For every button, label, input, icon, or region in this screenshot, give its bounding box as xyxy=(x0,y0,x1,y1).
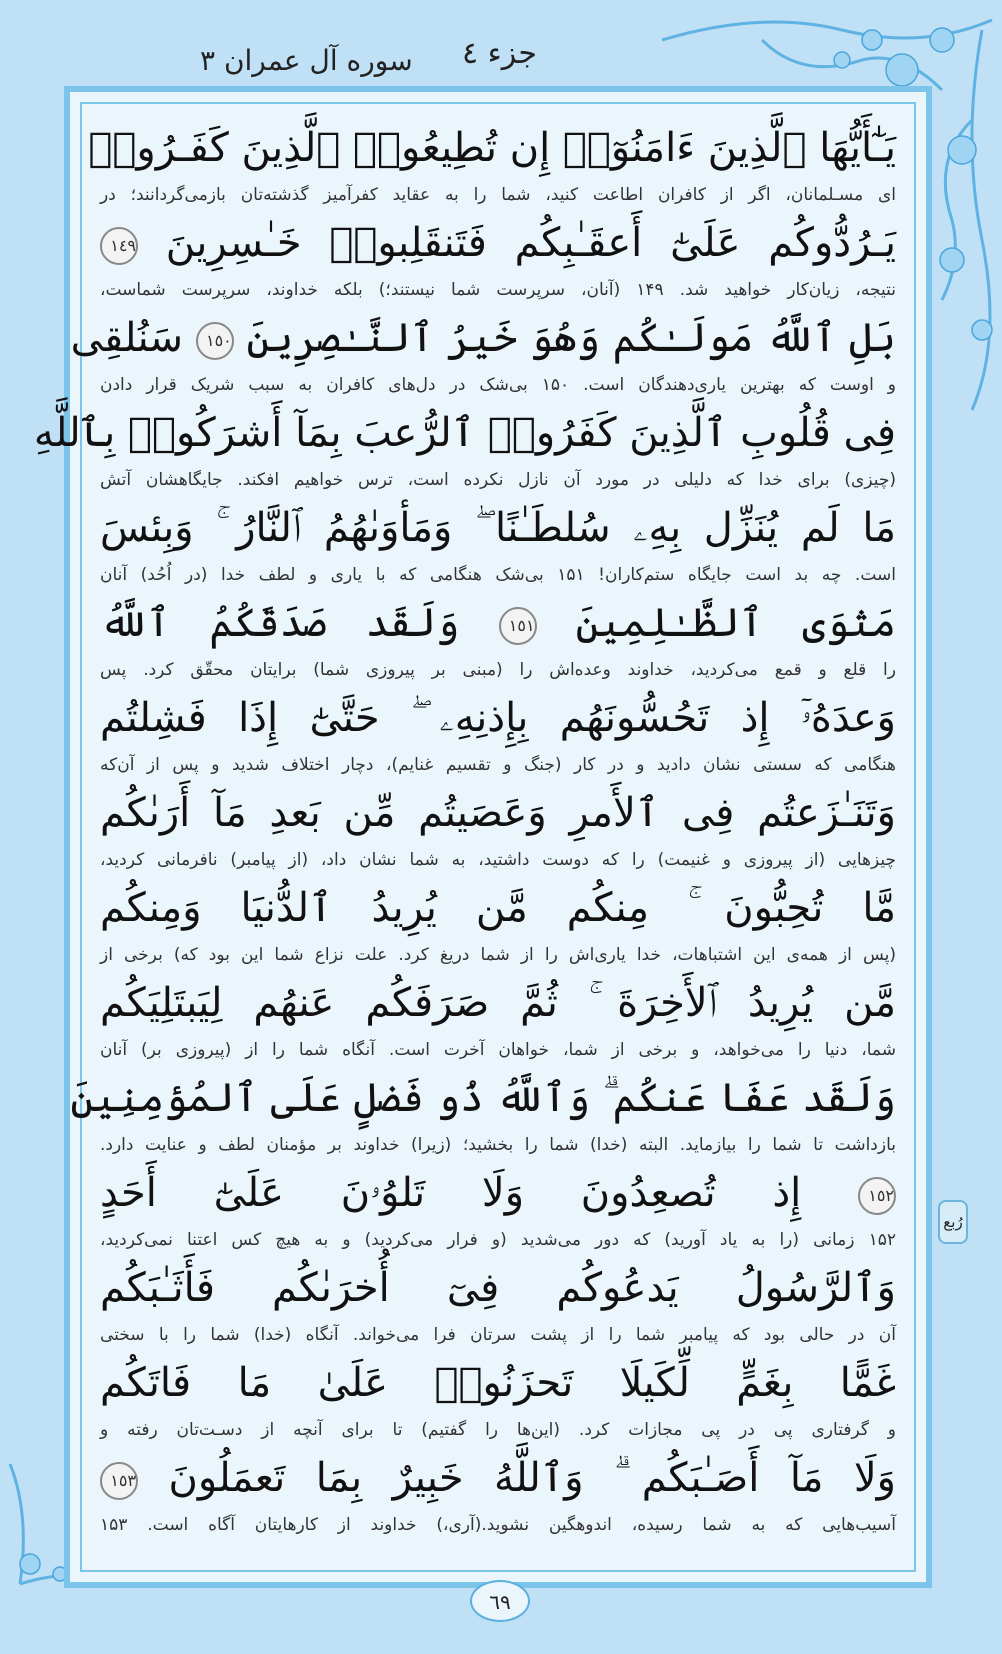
arabic-text: وَعدَهُۥٓ إِذ تَحُسُّونَهُم بِإِذنِهِۦ ۖ حَتَّىٰٓ إِذَا فَشِلتُم xyxy=(100,695,896,741)
arabic-text: وَتَنَـٰزَعتُم فِى ٱلأَمرِ وَعَصَيتُم مِّن بَعدِ مَآ أَرَىٰكُم xyxy=(100,790,896,836)
arabic-verse-line xyxy=(100,878,896,938)
page-number-badge xyxy=(452,1574,548,1634)
arabic-verse-line xyxy=(88,118,896,178)
translation-line: چیزهایی (از پیروزی و غنیمت) را که دوست داشتید، به شما نشان داد، (از پیامبر) نافرمانی کردید، xyxy=(100,850,896,870)
arabic-verse-line xyxy=(100,213,896,273)
arabic-text: غَمًّا بِغَمٍّ لِّكَيلَا تَحزَنُوا۟ عَلَىٰ مَا فَاتَكُم xyxy=(100,1360,896,1406)
arabic-text: يَـرُدُّوكُم عَلَىٰٓ أَعقَـٰبِكُم فَتَنقَلِبوا۟ خَـٰسِرِينَ xyxy=(165,220,897,266)
arabic-verse-line xyxy=(100,688,896,748)
ayah-number-marker: ١٥١ xyxy=(499,607,537,645)
translation-line: (چیزی) برای خدا که دلیلی در مورد آن نازل نکرده است، ترس خواهیم افکند. جایگاهشان آتش xyxy=(100,470,896,490)
translation-line: و گرفتاری پی در پی مجازات کرد. (این‌ها را گفتیم) تا برای آنچه از دسـت‌تان رفته و xyxy=(100,1420,896,1440)
translation-line: است. چه بد است جایگاه ستم‌کاران! ۱۵۱ بی‌شک هنگامی که با یاری و لطف خدا (در اُحُد) آنان xyxy=(100,565,896,585)
translation-line: هنگامی که سستی نشان دادید و در کار (جنگ و تقسیم غنایم)، دچار اختلاف شدید و پس از آن‌که xyxy=(100,755,896,775)
translation-line: بازداشت تا شما را بیازماید. البته (خدا) شما را بخشید؛ (زیرا) خداوند بر مؤمنان لطف و عنایت دارد. xyxy=(100,1135,896,1155)
verse-content xyxy=(33,118,897,1568)
arabic-text: إِذ تُصعِدُونَ وَلَا تَلوُۥنَ عَلَىٰٓ أَحَدٍ xyxy=(100,1170,802,1216)
arabic-text: يَـٰٓأَيُّهَا ٱلَّذِينَ ءَامَنُوٓا۟ إِن تُطِيعُوا۟ ٱلَّذِينَ كَفَـرُوا۟ xyxy=(88,125,896,171)
ayah-number-marker: ١٥٠ xyxy=(196,322,234,360)
ayah-number-marker: ١٤٩ xyxy=(100,227,138,265)
translation-line: شما، دنیا را می‌خواهد، و برخی از شما، خواهان آخرت است. آنگاه شما را از (پیروزی بر) آنان xyxy=(100,1040,896,1060)
arabic-text: وَٱلرَّسُولُ يَدعُوكُم فِىٓ أُخرَىٰكُم فَأَثَـٰبَكُم xyxy=(100,1265,896,1311)
juz-label: جزء ٤ xyxy=(462,36,537,71)
arabic-verse-line xyxy=(100,1448,896,1508)
arabic-verse-line xyxy=(100,1163,896,1223)
arabic-text-continuation: وَلَقَد صَدَقَكُمُ ٱللَّهُ xyxy=(100,600,460,646)
arabic-verse-line xyxy=(100,1353,896,1413)
arabic-verse-line xyxy=(100,1258,896,1318)
arabic-verse-line xyxy=(100,593,896,653)
ayah-number-marker: ١٥٢ xyxy=(858,1177,896,1215)
translation-line: آسیب‌هایی که به شما رسیده، اندوهگین نشوید.(آری،) خداوند از کارهایتان آگاه است. ۱۵۳ xyxy=(100,1515,896,1535)
arabic-text: وَلَا مَآ أَصَـٰبَكُم ۗ وَٱللَّهُ خَبِيرٌ بِمَا تَعمَلُونَ xyxy=(168,1455,896,1501)
arabic-text: فِى قُلُوبِ ٱلَّذِينَ كَفَرُوا۟ ٱلرُّعبَ بِمَآ أَشرَكُوا۟ بِٱللَّهِ xyxy=(33,410,896,456)
translation-line: و اوست که بهترین یاری‌دهندگان است. ۱۵۰ بی‌شک در دل‌های کافران به سبب شریک قرار دادن xyxy=(100,375,897,395)
ayah-number-marker: ١٥٣ xyxy=(100,1462,138,1500)
translation-line: نتیجه، زیان‌کار خواهید شد. ۱۴۹ (آنان، سرپرست شما نیستند؛) بلکه خداوند، سرپرست شماست، xyxy=(100,280,896,300)
translation-line: ای مسـلمانان، اگر از کافران اطاعت کنید، شما را به عقاید کفرآمیز گذشته‌تان بازمی‌گردانند؛ در xyxy=(100,185,896,205)
translation-line: آن در حالی بود که پیامبر شما را از پشت سرتان فرا می‌خواند. آنگاه (خدا) شما را با سختی xyxy=(100,1325,896,1345)
arabic-verse-line xyxy=(100,783,896,843)
arabic-text: مَّا تُحِبُّونَ ۚ مِنكُم مَّن يُرِيدُ ٱلدُّنيَا وَمِنكُم xyxy=(100,885,896,931)
translation-line: (پس از همه‌ی این اشتباهات، خدا یاری‌اش را از شما دریغ کرد. علت نزاع شما این بود که) برخی از xyxy=(100,945,896,965)
page-header xyxy=(0,30,1002,90)
arabic-verse-line xyxy=(100,498,896,558)
arabic-text: مَثوَى ٱلظَّـٰلِمِينَ xyxy=(575,600,897,646)
translation-line: ۱۵۲ زمانی (را به یاد آورید) که دور می‌شدید (و فرار می‌کردید) و به هیچ کس اعتنا نمی‌کردید، xyxy=(100,1230,896,1250)
page-number: ٦٩ xyxy=(470,1580,530,1622)
arabic-text: مَا لَم يُنَزِّل بِهِۦ سُلطَـٰنًا ۖ وَمَأوَىٰهُمُ ٱلنَّارُ ۚ وَبِئسَ xyxy=(100,505,896,551)
arabic-verse-line xyxy=(70,1068,896,1128)
translation-line: را قلع و قمع می‌کردید، خداوند وعده‌اش را (مبنی بر پیروزی شما) برایتان محقّق کرد. پس xyxy=(100,660,896,680)
arabic-verse-line xyxy=(70,308,896,368)
arabic-text-continuation: سَنُلقِى xyxy=(70,315,184,361)
arabic-verse-line xyxy=(100,973,896,1033)
arabic-text: وَلَقَد عَفَا عَنكُم ۗ وَٱللَّهُ ذُو فَضلٍ عَلَى ٱلمُؤمِنِينَ xyxy=(70,1075,896,1121)
arabic-text: بَلِ ٱللَّهُ مَولَـٰكُم وَهُوَ خَيرُ ٱلنَّـٰصِرِينَ xyxy=(246,315,896,361)
surah-label: سوره آل عمران ٣ xyxy=(200,44,413,77)
arabic-verse-line xyxy=(33,403,896,463)
arabic-text: مَّن يُرِيدُ ٱلأَخِرَةَ ۚ ثُمَّ صَرَفَكُم عَنهُم لِيَبتَلِيَكُم xyxy=(100,980,896,1026)
rub-marker: رُبع xyxy=(938,1200,968,1244)
